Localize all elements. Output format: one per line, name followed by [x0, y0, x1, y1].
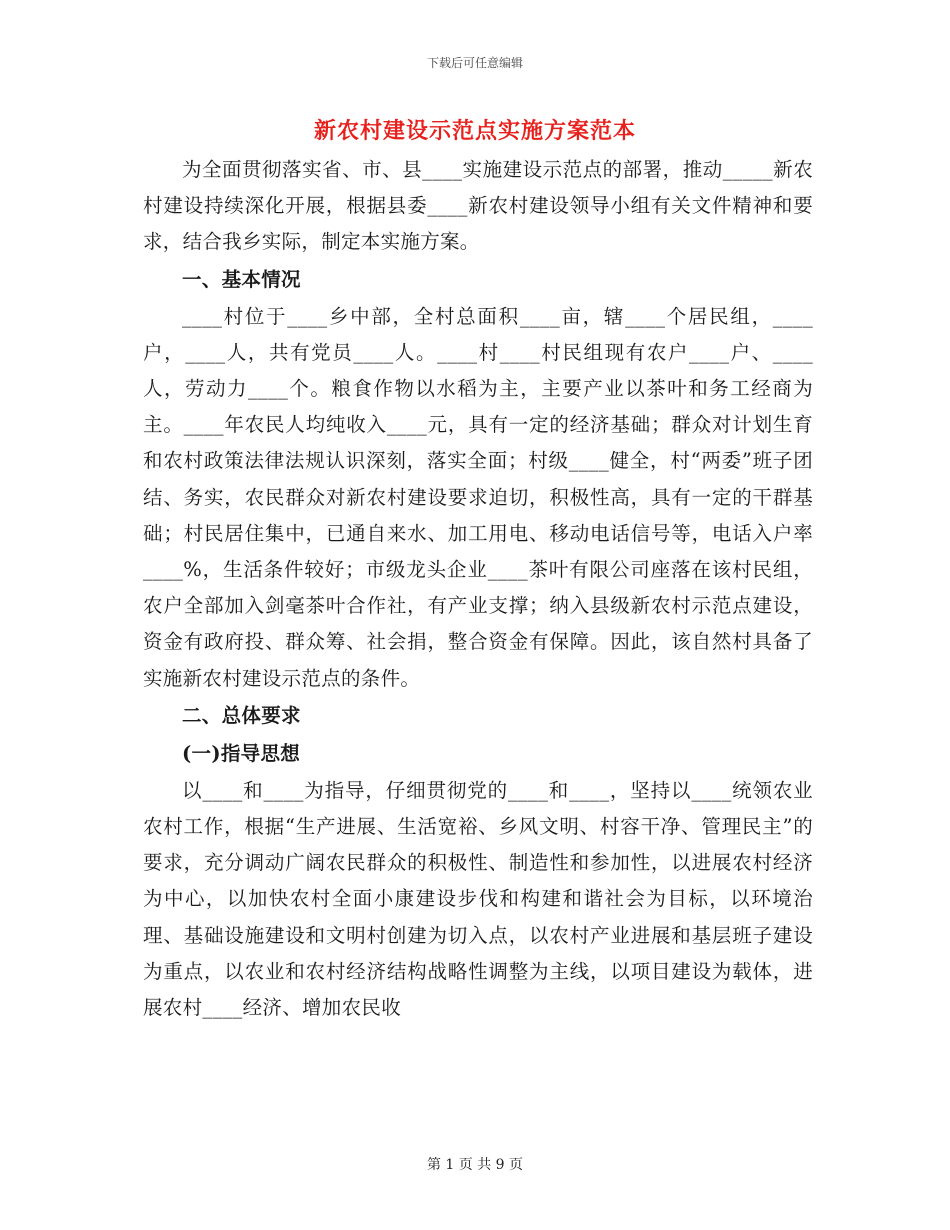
guiding-ideology-paragraph: 以____和____为指导，仔细贯彻党的____和____，坚持以____统领农业农村工作，根据“生产进展、生活宽裕、乡风文明、村容干净、管理民主”的要求，充分调动广阔农民群众的积极性、制造性和参加性，以进展农村经济为中心，以加快农村全面小康建设步伐和构建和谐社会为目标，以环境治理、基础设施建设和文明村创建为切入点，以农村产业进展和基层班子建设为重点，以农业和农村经济结构战略性调整为主线，以项目建设为载体，进展农村____经济、增加农民收 [143, 778, 813, 1020]
subheading-guiding-ideology: (一)指导思想 [182, 741, 301, 765]
section-heading-overall-requirements: 二、总体要求 [182, 703, 301, 727]
intro-paragraph: 为全面贯彻落实省、市、县____实施建设示范点的部署，推动_____新农村建设持续深化开展，根据县委____新农村建设领导小组有关文件精神和要求，结合我乡实际，制定本实施方案。 [143, 158, 814, 254]
document-title: 新农村建设示范点实施方案范本 [313, 118, 636, 144]
section-heading-basic-situation: 一、基本情况 [182, 267, 301, 291]
document-body [143, 152, 813, 1026]
header-note: 下载后可任意编辑 [426, 56, 523, 70]
basic-situation-paragraph: ____村位于____乡中部，全村总面积____亩，辖____个居民组，____户，____人，共有党员____人。____村____村民组现有农户____户、____人，劳动力____个。粮食作物以水稻为主，主要产业以茶叶和务工经商为主。____年农民人均纯收入____元，具有一定的经济基础；群众对计划生育和农村政策法律法规认识深刻，落实全面；村级____健全，村“两委”班子团结、务实，农民群众对新农村建设要求迫切，积极性高，具有一定的干群基础；村民居住集中，已通自来水、加工用电、移动电话信号等，电话入户率____%，生活条件较好；市级龙头企业____茶叶有限公司座落在该村民组，农户全部加入剑毫茶叶合作社，有产业支撑；纳入县级新农村示范点建设，资金有政府投、群众筹、社会捐，整合资金有保障。因此，该自然村具备了实施新农村建设示范点的条件。 [143, 304, 813, 690]
page-number: 第 1 页 共 9 页 [426, 1157, 524, 1173]
